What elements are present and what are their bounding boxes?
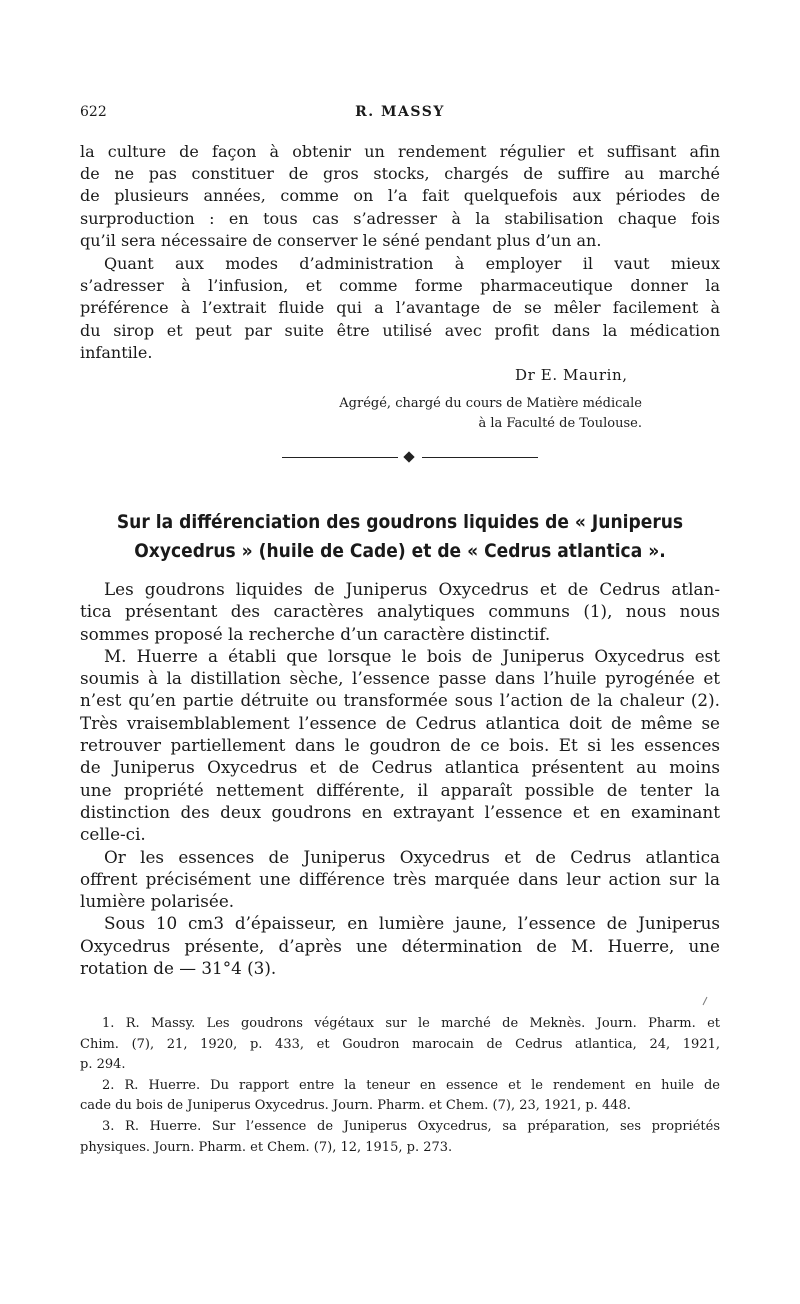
text-line: offrent précisément une différence très marquée dans leur action sur la — [80, 868, 720, 889]
text-line: de Juniperus Oxycedrus et de Cedrus atlantica présentent au moins — [80, 757, 720, 778]
footnote-line: Chim. (7), 21, 1920, p. 433, et Goudron marocain de Cedrus atlantica, 24, 1921, — [80, 1036, 720, 1052]
footnote-line: cade du bois de Juniperus Oxycedrus. Journ. Pharm. et Chem. (7), 23, 1921, p. 448. — [80, 1098, 631, 1114]
text-line: Quant aux modes d’administration à employer il vaut mieux — [104, 254, 720, 273]
text-line: distinction des deux goudrons en extrayant l’essence et en examinant — [80, 801, 720, 822]
paragraph-1 — [80, 141, 720, 252]
footnote-line: p. 294. — [80, 1057, 126, 1073]
text-line: la culture de façon à obtenir un rendement régulier et suffisant afin — [80, 142, 720, 161]
article-title — [112, 508, 688, 566]
text-line: lumière polarisée. — [80, 891, 235, 912]
footnote-line: 2. R. Huerre. Du rapport entre la teneur en essence et le rendement en huile de — [102, 1077, 720, 1093]
text-line: Sous 10 cm3 d’épaisseur, en lumière jaune, l’essence de Juniperus — [104, 913, 720, 934]
author-affiliation: à la Faculté de Toulouse. — [478, 416, 642, 431]
text-line: M. Huerre a établi que lorsque le bois de Juniperus Oxycedrus est — [104, 645, 720, 666]
diamond-icon — [403, 451, 414, 462]
text-line: infantile. — [80, 342, 153, 362]
footnote-line: physiques. Journ. Pharm. et Chem. (7), 12, 1915, p. 273. — [80, 1139, 453, 1155]
text-line: tica présentant des caractères analytiques communs (1), nous nous — [80, 601, 720, 622]
text-line: sommes proposé la recherche d’un caractère distinctif. — [80, 623, 551, 644]
text-line: celle-ci. — [80, 824, 146, 845]
section-divider — [282, 451, 538, 465]
text-line: soumis à la distillation sèche, l’essence passe dans l’huile pyrogénée et — [80, 668, 720, 689]
text-line: préférence à l’extrait fluide qui a l’avantage de se mêler facilement à — [80, 298, 720, 318]
text-line: n’est qu’en partie détruite ou transformée sous l’action de la chaleur (2). — [80, 690, 720, 711]
text-line: surproduction : en tous cas s’adresser à la stabilisation chaque fois — [80, 208, 720, 228]
stray-mark — [700, 996, 710, 1006]
text-line: retrouver partiellement dans le goudron de ce bois. Et si les essences — [80, 735, 720, 756]
text-line: du sirop et peut par suite être utilisé avec profit dans la médication — [80, 320, 720, 340]
title-line: Oxycedrus » (huile de Cade) et de « Cedrus atlantica ». — [134, 540, 666, 562]
text-line: Les goudrons liquides de Juniperus Oxycedrus et de Cedrus atlan- — [104, 579, 720, 599]
article-body — [80, 578, 720, 979]
author-affiliation: Agrégé, chargé du cours de Matière médicale — [339, 396, 642, 411]
text-line: de ne pas constituer de gros stocks, chargés de suffire au marché — [80, 164, 720, 184]
running-title: R. MASSY — [355, 104, 445, 120]
footnote-line: 3. R. Huerre. Sur l’essence de Juniperus Oxycedrus, sa préparation, ses propriétés — [102, 1118, 720, 1134]
text-line: qu’il sera nécessaire de conserver le séné pendant plus d’un an. — [80, 230, 602, 250]
text-line: Très vraisemblablement l’essence de Cedrus atlantica doit de même se — [80, 712, 720, 733]
text-line: Or les essences de Juniperus Oxycedrus et de Cedrus atlantica — [104, 846, 720, 867]
text-line: Oxycedrus présente, d’après une détermination de M. Huerre, une — [80, 935, 720, 956]
divider-rule — [422, 457, 538, 458]
paragraph-2 — [80, 253, 720, 364]
title-line: Sur la différenciation des goudrons liquides de « Juniperus — [116, 511, 684, 533]
text-line: s’adresser à l’infusion, et comme forme pharmaceutique donner la — [80, 276, 720, 296]
author-name: Dr E. Maurin, — [515, 366, 628, 384]
footnotes — [80, 1014, 720, 1158]
running-head — [80, 104, 720, 128]
footnote-line: 1. R. Massy. Les goudrons végétaux sur le marché de Meknès. Journ. Pharm. et — [102, 1016, 720, 1031]
text-line: rotation de — 31°4 (3). — [80, 958, 277, 979]
text-line: une propriété nettement différente, il apparaît possible de tenter la — [80, 779, 720, 800]
page-number: 622 — [80, 104, 107, 120]
text-line: de plusieurs années, comme on l’a fait quelquefois aux périodes de — [80, 186, 720, 206]
divider-rule — [282, 457, 398, 458]
